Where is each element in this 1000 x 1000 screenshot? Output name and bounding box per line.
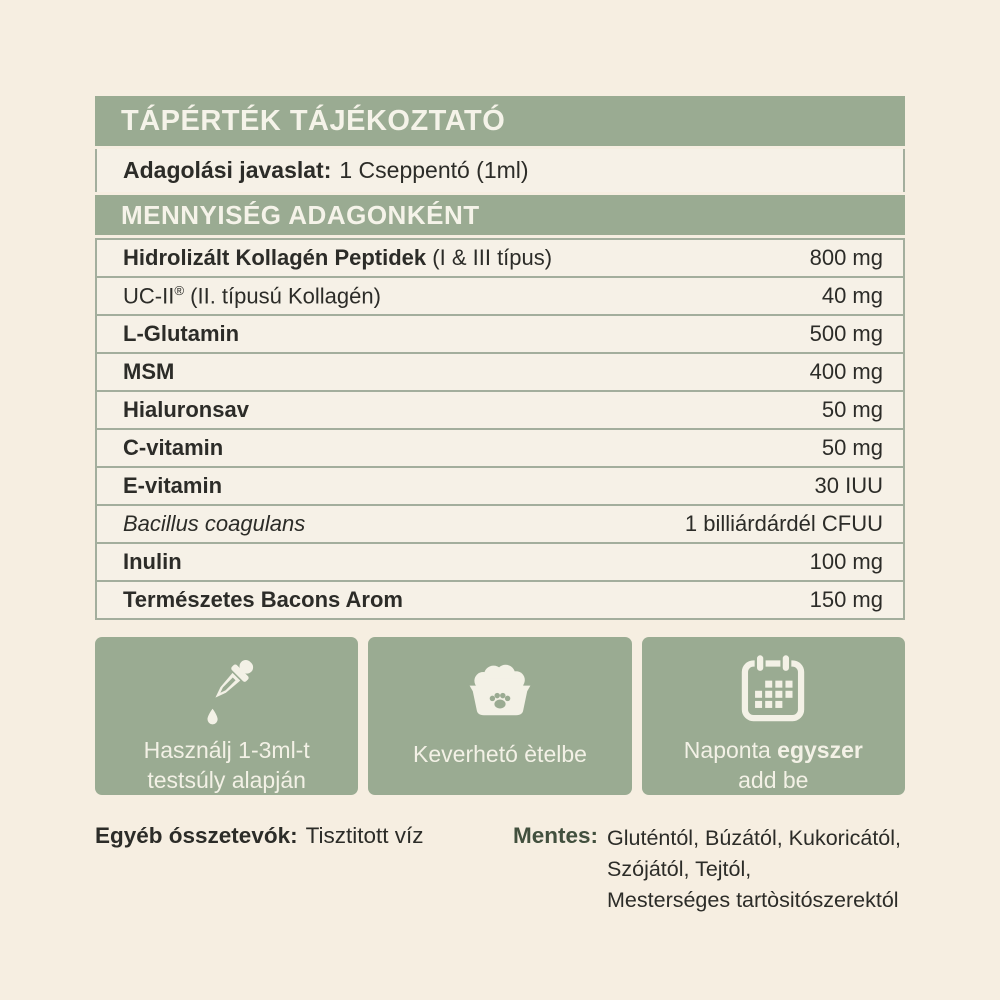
info-box-food — [368, 637, 631, 795]
ingredient-amount: 400 mg — [809, 359, 883, 384]
info-box-dosage-caption — [144, 735, 310, 795]
table-row — [97, 352, 903, 390]
table-row — [97, 466, 903, 504]
other-ingredients — [95, 823, 424, 916]
ingredient-name: Bacillus coagulans — [123, 511, 306, 536]
dosing-suggestion-row — [95, 149, 905, 192]
ingredient-name: Hidrolizált Kollagén Peptidek (I & III típus) — [123, 245, 553, 270]
ingredient-name: C-vitamin — [123, 435, 224, 460]
ingredient-name: L-Glutamin — [123, 321, 240, 346]
usage-info-boxes — [95, 637, 905, 795]
ingredient-amount: 150 mg — [809, 587, 883, 612]
free-from-line: Mesterséges tartòsitószerektól — [607, 888, 899, 912]
ingredient-amount: 1 billiárdárdél CFUU — [684, 511, 883, 536]
info-box-dosage — [95, 637, 358, 795]
info-box-frequency — [642, 637, 905, 795]
info-box-food-caption — [413, 739, 587, 769]
free-from-lines — [607, 823, 901, 916]
table-title: TÁPÉRTÉK TÁJÉKOZTATÓ — [95, 96, 905, 146]
ingredient-amount: 30 IUU — [814, 473, 883, 498]
amount-per-serving-header: MENNYISÉG ADAGONKÉNT — [95, 195, 905, 235]
nutrition-facts-panel — [95, 96, 905, 620]
free-from-line: Szójától, Tejtól, — [607, 857, 752, 881]
ingredient-name: Hialuronsav — [123, 397, 249, 422]
ingredient-name: MSM — [123, 359, 175, 384]
ingredient-amount: 40 mg — [821, 283, 883, 308]
pet-bowl-icon — [456, 651, 544, 733]
ingredient-name: UC-II® (II. típusú Kollagén) — [123, 282, 381, 309]
ingredient-amount: 100 mg — [809, 549, 883, 574]
food-line1: Keverhetó ètelbe — [413, 741, 587, 767]
free-from — [513, 823, 905, 916]
free-from-line: Gluténtól, Búzától, Kukoricától, — [607, 826, 902, 850]
dosage-line2: testsúly alapján — [147, 767, 306, 793]
footer-notes — [95, 823, 905, 916]
ingredient-name: Inulin — [123, 549, 182, 574]
frequency-line1: Naponta egyszer — [683, 737, 863, 763]
ingredient-amount: 800 mg — [809, 245, 883, 270]
ingredient-amount: 50 mg — [821, 435, 883, 460]
ingredient-amount: 50 mg — [821, 397, 883, 422]
table-row — [97, 238, 903, 276]
table-row — [97, 314, 903, 352]
table-row — [97, 504, 903, 542]
ingredient-table — [95, 238, 905, 620]
table-row — [97, 390, 903, 428]
dosing-value: 1 Cseppentó (1ml) — [339, 157, 529, 183]
other-ingredients-label: Egyéb ósszetevók: — [95, 823, 298, 848]
info-box-frequency-caption — [684, 735, 863, 795]
ingredient-name: Természetes Bacons Arom — [123, 587, 403, 612]
table-row — [97, 428, 903, 466]
dosage-line1: Használj 1-3ml-t — [143, 737, 310, 763]
ingredient-name: E-vitamin — [123, 473, 223, 498]
free-from-label: Mentes: — [513, 823, 599, 848]
calendar-icon — [734, 651, 812, 729]
table-row — [97, 580, 903, 618]
table-row — [97, 276, 903, 314]
dropper-icon — [188, 651, 266, 729]
frequency-line2: add be — [738, 767, 809, 793]
table-row — [97, 542, 903, 580]
dosing-label: Adagolási javaslat: — [123, 157, 332, 183]
ingredient-amount: 500 mg — [809, 321, 883, 346]
other-ingredients-value: Tisztitott víz — [305, 823, 424, 848]
